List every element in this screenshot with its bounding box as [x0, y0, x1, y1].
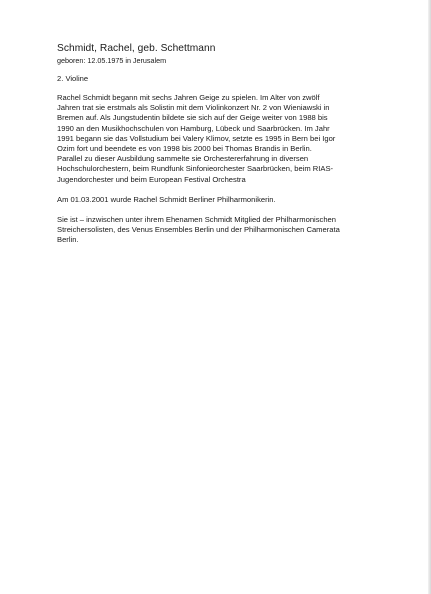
ensemble-membership-paragraph — [57, 215, 402, 246]
biography-line: Hochschulorchestern, beim Rundfunk Sinfonieorchester Saarbrücken, beim RIAS- — [57, 164, 334, 174]
biography-line: Ozim fort und beendete es von 1998 bis 2000 bei Thomas Brandis in Berlin. — [57, 144, 312, 154]
membership-date-paragraph — [57, 195, 402, 205]
biography-line: Parallel zu dieser Ausbildung sammelte sie Orchestererfahrung in diversen — [57, 154, 309, 164]
biography-line: 1990 an den Musikhochschulen von Hamburg, Lübeck und Saarbrücken. Im Jahr — [57, 123, 330, 133]
biography-line: 1991 begann sie das Vollstudium bei Valery Klimov, setzte es 1995 in Bern bei Igor — [57, 133, 336, 143]
instrument-position: 2. Violine — [57, 74, 89, 83]
membership-date-line: Am 01.03.2001 wurde Rachel Schmidt Berliner Philharmonikerin. — [57, 194, 276, 204]
birth-info: geboren: 12.05.1975 in Jerusalem — [57, 56, 167, 65]
biography-line: Jahren trat sie erstmals als Solistin mit dem Violinkonzert Nr. 2 von Wieniawski in — [57, 103, 330, 113]
biography-line: Jugendorchester und beim European Festival Orchestra — [57, 174, 246, 184]
musician-name-heading: Schmidt, Rachel, geb. Schettmann — [57, 43, 216, 54]
document-content — [57, 43, 402, 246]
membership-line: Streichersolisten, des Venus Ensembles Berlin und der Philharmonischen Camerata — [57, 225, 340, 235]
membership-line: Sie ist – inzwischen unter ihrem Ehenamen Schmidt Mitglied der Philharmonischen — [57, 215, 336, 225]
membership-line: Berlin. — [57, 235, 79, 245]
biography-line: Bremen auf. Als Jungstudentin bildete sie sich auf der Geige weiter von 1988 bis — [57, 113, 328, 123]
biography-paragraph — [57, 93, 402, 185]
biography-line: Rachel Schmidt begann mit sechs Jahren Geige zu spielen. Im Alter von zwölf — [57, 93, 320, 102]
